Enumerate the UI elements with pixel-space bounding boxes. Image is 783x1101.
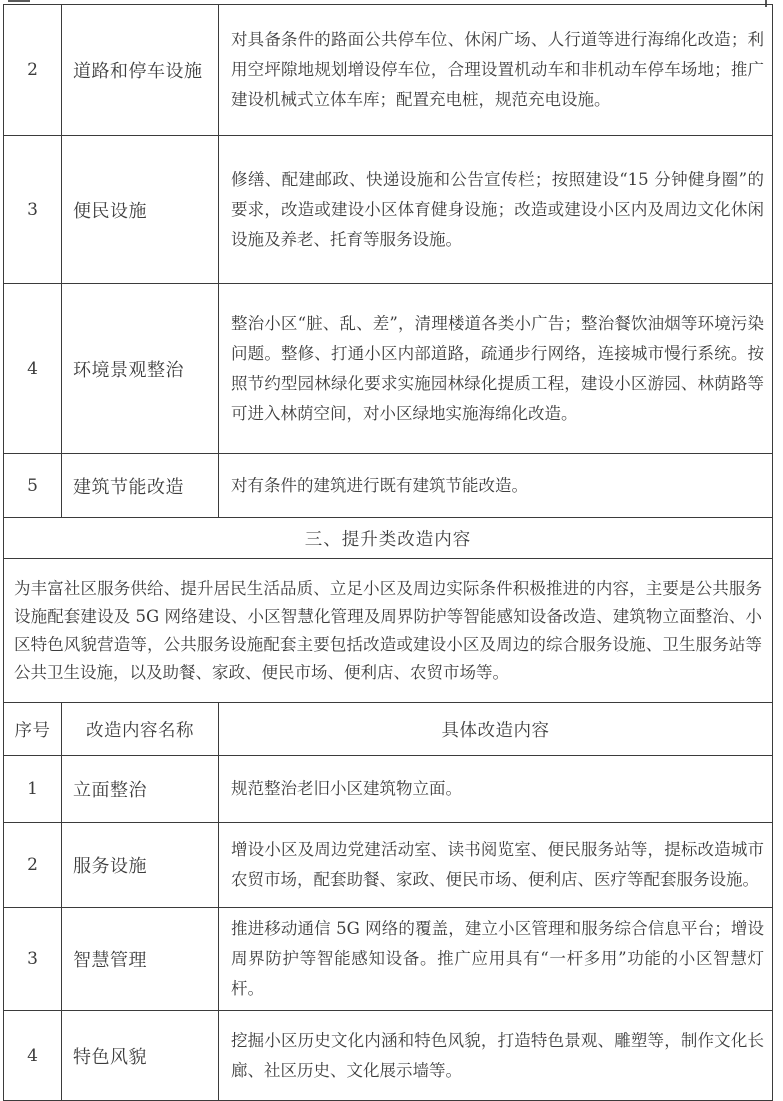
table-row [4, 1011, 773, 1101]
row-index-cell: 5 [4, 454, 62, 518]
table-row [4, 823, 773, 908]
row-index-cell: 4 [4, 1011, 62, 1101]
column-header-index: 序号 [4, 703, 62, 756]
row-name-cell: 智慧管理 [62, 908, 219, 1011]
table-row [4, 908, 773, 1011]
row-index-cell: 1 [4, 756, 62, 823]
row-index-cell: 3 [4, 908, 62, 1011]
row-name-cell: 特色风貌 [62, 1011, 219, 1101]
table-row [4, 136, 773, 284]
row-detail-cell: 整治小区“脏、乱、差”，清理楼道各类小广告；整治餐饮油烟等环境污染问题。整修、打通小区内部道路，疏通步行网络，连接城市慢行系统。按照节约型园林绿化要求实施园林绿化提质工程，建设小区游园、林荫路等可进入林荫空间，对小区绿地实施海绵化改造。 [219, 284, 773, 454]
table-row [4, 284, 773, 454]
row-index-cell: 2 [4, 823, 62, 908]
section-intro-row [4, 559, 773, 703]
row-index-cell: 2 [4, 5, 62, 136]
table-row [4, 454, 773, 518]
row-detail-cell: 对有条件的建筑进行既有建筑节能改造。 [219, 454, 773, 518]
column-header-name: 改造内容名称 [62, 703, 219, 756]
renovation-content-table [3, 4, 773, 1101]
row-detail-cell: 规范整治老旧小区建筑物立面。 [219, 756, 773, 823]
row-name-cell: 环境景观整治 [62, 284, 219, 454]
table-row [4, 5, 773, 136]
section-title-row [4, 518, 773, 559]
table-row [4, 756, 773, 823]
row-detail-cell: 增设小区及周边党建活动室、读书阅览室、便民服务站等，提标改造城市农贸市场，配套助餐、家政、便民市场、便利店、医疗等配套服务设施。 [219, 823, 773, 908]
scan-artifact-dash [8, 0, 30, 2]
row-detail-cell: 挖掘小区历史文化内涵和特色风貌，打造特色景观、雕塑等，制作文化长廊、社区历史、文化展示墙等。 [219, 1011, 773, 1101]
column-header-detail: 具体改造内容 [219, 703, 773, 756]
row-name-cell: 服务设施 [62, 823, 219, 908]
row-name-cell: 建筑节能改造 [62, 454, 219, 518]
row-index-cell: 3 [4, 136, 62, 284]
row-name-cell: 便民设施 [62, 136, 219, 284]
row-detail-cell: 对具备条件的路面公共停车位、休闲广场、人行道等进行海绵化改造；利用空坪隙地规划增设停车位，合理设置机动车和非机动车停车场地；推广建设机械式立体车库；配置充电桩，规范充电设施。 [219, 5, 773, 136]
row-name-cell: 立面整治 [62, 756, 219, 823]
column-header-row [4, 703, 773, 756]
row-detail-cell: 推进移动通信 5G 网络的覆盖，建立小区管理和服务综合信息平台；增设周界防护等智能感知设备。推广应用具有“一杆多用”功能的小区智慧灯杆。 [219, 908, 773, 1011]
section-title: 三、提升类改造内容 [4, 518, 773, 559]
row-name-cell: 道路和停车设施 [62, 5, 219, 136]
row-detail-cell: 修缮、配建邮政、快递设施和公告宣传栏；按照建设“15 分钟健身圈”的要求，改造或建设小区体育健身设施；改造或建设小区内及周边文化休闲设施及养老、托育等服务设施。 [219, 136, 773, 284]
section-intro: 为丰富社区服务供给、提升居民生活品质、立足小区及周边实际条件积极推进的内容，主要是公共服务设施配套建设及 5G 网络建设、小区智慧化管理及周界防护等智能感知设备改造、建筑物立面整治、小区特色风貌营造等，公共服务设施配套主要包括改造或建设小区及周边的综合服务设施、卫生服务站等公共卫生设施，以及助餐、家政、便民市场、便利店、农贸市场等。 [4, 559, 773, 703]
row-index-cell: 4 [4, 284, 62, 454]
